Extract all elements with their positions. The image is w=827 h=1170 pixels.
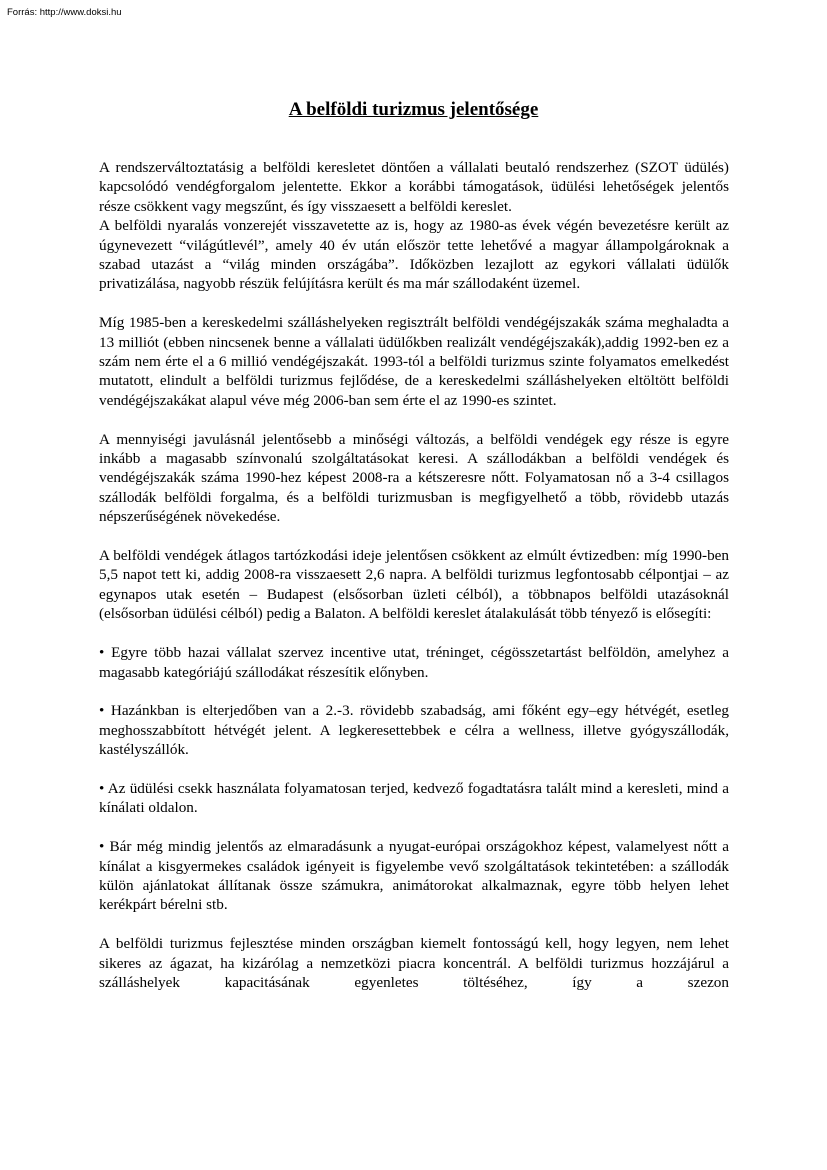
paragraph-intro: A rendszerváltoztatásig a belföldi keresletet döntően a vállalati beutaló rendszerhez (SZOT üdülés) kapcsolódó vendégforgalom jelentette. Ekkor a korábbi támogatások, üdülési lehetőségek jelentős része csökkent vagy megszűnt, és így visszaesett a belföldi kereslet. (99, 159, 729, 215)
bullet-short-holidays: • Hazánkban is elterjedőben van a 2.-3. rövidebb szabadság, ami főként egy–egy hétvégét, esetleg meghosszabbított hétvégét jelent. A legkeresettebbek e célra a wellness, illetve gyógyszállodák, kastélyszállók. (99, 702, 729, 759)
paragraph-guest-nights: Míg 1985-ben a kereskedelmi szálláshelyeken regisztrált belföldi vendégéjszakák száma meghaladta a 13 milliót (ebben nincsenek benne a vállalati üdülőkben realizált vendégéjszakák),addig 1992-ben ez a szám nem érte el a 6 millió vendégéjszakát. 1993-tól a belföldi turizmus szinte folyamatos emelkedést mutatott, elindult a belföldi turizmus fejlődése, de a kereskedelmi szálláshelyeken eltöltött belföldi vendégéjszakákat alapul véve még 2006-ban sem érte el az 1990-es szintet. (99, 314, 729, 409)
bullet-holiday-voucher: • Az üdülési csekk használata folyamatosan terjed, kedvező fogadtatásra talált mind a keresleti, mind a kínálati oldalon. (99, 779, 729, 817)
paragraph-travel-passport: A belföldi nyaralás vonzerejét visszavetette az is, hogy az 1980-as évek végén bevezetésre került az úgynevezett “világútlevél”, amely 40 év után először tette lehetővé a magyar állampolgároknak a szabad utazást a “világ minden országába”. Időközben lezajlott az egykori vállalati üdülők privatizálása, nagyobb részük felújításra került és ma már szállodaként üzemel. (99, 217, 729, 293)
page-title: A belföldi turizmus jelentősége (288, 99, 539, 120)
document-body (99, 158, 729, 992)
paragraph-development: A belföldi turizmus fejlesztése minden országban kiemelt fontosságú kell, hogy legyen, nem lehet sikeres az ágazat, ha kizárólag a nemzetközi piacra koncentrál. A belföldi turizmus hozzájárul a szálláshelyek kapacitásának egyenletes töltéséhez, így a szezon (99, 935, 729, 991)
paragraph-stay-duration: A belföldi vendégek átlagos tartózkodási ideje jelentősen csökkent az elmúlt évtizedben: míg 1990-ben 5,5 napot tett ki, addig 2008-ra visszaesett 2,6 napra. A belföldi turizmus legfontosabb célpontjai – az egynapos utak esetén – Budapest (elsősorban üzleti célból), a többnapos belföldi utazásoknál (elsősorban üdülési célból) pedig a Balaton. A belföldi kereslet átalakulását több tényező is elősegíti: (99, 547, 729, 623)
paragraph-quality-change: A mennyiségi javulásnál jelentősebb a minőségi változás, a belföldi vendégek egy része is egyre inkább a magasabb színvonalú szolgáltatásokat keresi. A szállodákban a belföldi vendégek és vendégéjszakák száma 1990-hez képest 2008-ra a kétszeresre nőtt. Folyamatosan nő a 3-4 csillagos szállodák belföldi forgalma, és a belföldi turizmusban is megfigyelhető a több, rövidebb utazás népszerűségének növekedése. (99, 430, 729, 526)
bullet-family-services: • Bár még mindig jelentős az elmaradásunk a nyugat-európai országokhoz képest, valamelyest nőtt a kínálat a kisgyermekes családok igényeit is figyelembe vevő szolgáltatások tekintetében: a szállodák külön ajánlatokat állítanak össze számukra, animátorokat alkalmaznak, egyre több helyen lehet kerékpárt bérelni stb. (99, 838, 729, 914)
bullet-incentive-trips: • Egyre több hazai vállalat szervez incentive utat, tréninget, cégösszetartást belföldön, amelyhez a magasabb kategóriájú szállodákat részesítik előnyben. (99, 644, 729, 681)
source-note: Forrás: http://www.doksi.hu (7, 7, 122, 18)
